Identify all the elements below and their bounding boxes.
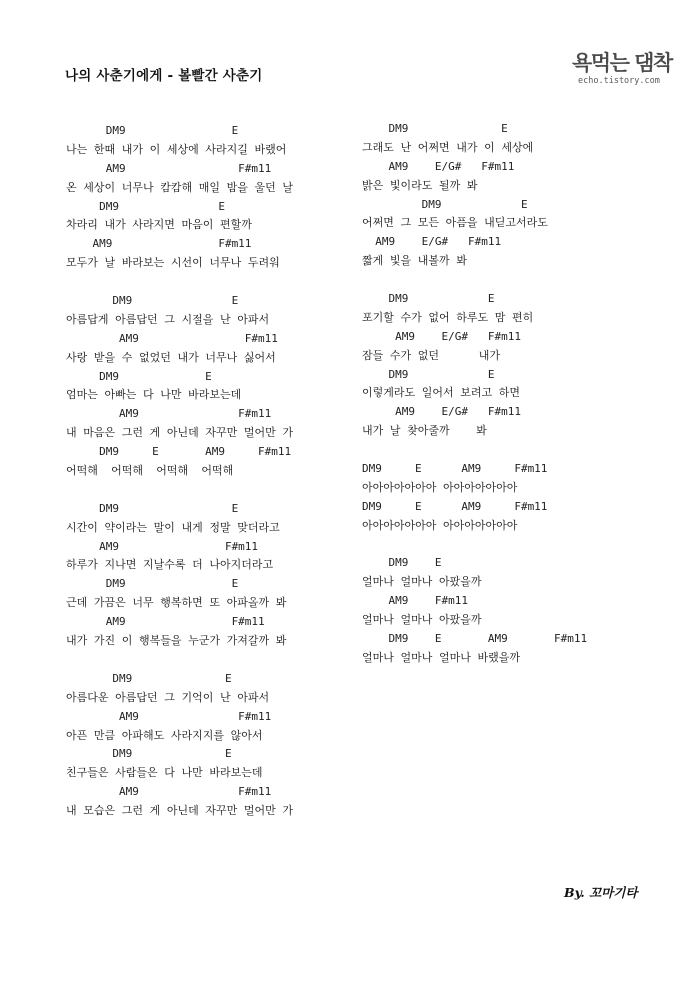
chord-line: DM9 E <box>66 294 239 308</box>
lyric-line: 모두가 날 바라보는 시선이 너무나 두려워 <box>66 256 280 270</box>
chord-line: AM9 F#m11 <box>66 237 252 251</box>
chord-line: DM9 E <box>362 122 508 135</box>
lyric-line: 친구들은 사람들은 다 나만 바라보는데 <box>66 766 263 780</box>
lyric-line: 내 모습은 그런 게 아닌데 자꾸만 멀어만 가 <box>66 804 293 818</box>
chord-line: AM9 F#m11 <box>66 615 265 629</box>
right-lyrics-column <box>362 120 662 668</box>
chord-line: AM9 F#m11 <box>66 161 272 175</box>
lyric-line: 아름다운 아름답던 그 기억이 난 아파서 <box>66 690 270 704</box>
lyric-line: 어떡해 어떡해 어떡해 어떡해 <box>66 464 234 478</box>
lyric-line: 내가 날 찾아줄까 봐 <box>362 424 487 438</box>
chord-line: DM9 E <box>66 747 232 761</box>
blank-line <box>66 273 356 292</box>
chord-line: AM9 E/G# F#m11 <box>362 329 521 343</box>
chord-line: AM9 E/G# F#m11 <box>362 405 521 419</box>
lyric-line: 얼마나 얼마나 얼마나 바랬을까 <box>362 650 521 664</box>
lyric-line: 내 마음은 그런 게 아닌데 자꾸만 멀어만 가 <box>66 426 293 440</box>
lyric-line: 차라리 내가 사라지면 마음이 편할까 <box>66 218 252 232</box>
lyric-line: 시간이 약이라는 말이 내게 정말 맞더라고 <box>66 520 280 534</box>
lyric-line: 짧게 빛을 내볼까 봐 <box>362 254 467 268</box>
chord-line: DM9 E AM9 F#m11 <box>362 462 548 476</box>
chord-line: DM9 E <box>66 124 239 137</box>
watermark-logo <box>572 50 676 98</box>
watermark-url: echo.tistory.com <box>578 76 660 86</box>
author-signature: By. 꼬마기타 <box>564 885 638 900</box>
chord-line: DM9 E <box>66 577 239 591</box>
lyric-line: 얼마나 얼마나 아팠을까 <box>362 613 482 627</box>
lyric-line: 사랑 받을 수 없었던 내가 너무나 싫어서 <box>66 350 276 364</box>
watermark-main-text: 욕먹는 댐착 <box>572 51 672 75</box>
left-lyrics-column <box>66 122 356 821</box>
lyric-line: 이렇게라도 일어서 보려고 하면 <box>362 386 521 400</box>
lyric-line: 아름답게 아름답던 그 시절을 난 아파서 <box>66 312 270 326</box>
lyric-line: 어쩌면 그 모든 아픔을 내딛고서라도 <box>362 216 548 230</box>
blank-line <box>362 441 662 460</box>
chord-line: AM9 E/G# F#m11 <box>362 159 515 173</box>
lyric-line: 잠들 수가 없던 내가 <box>362 348 500 362</box>
lyric-line: 엄마는 아빠는 다 나만 바라보는데 <box>66 388 242 402</box>
blank-line <box>66 651 356 670</box>
blank-line <box>362 271 662 290</box>
blank-line <box>66 481 356 500</box>
chord-line: DM9 E <box>66 369 212 383</box>
lyric-line: 아아아아아아아 아아아아아아아 <box>362 518 518 532</box>
chord-line: AM9 F#m11 <box>66 407 272 421</box>
chord-line: DM9 E <box>66 671 232 685</box>
lyric-line: 얼마나 얼마나 아팠을까 <box>362 575 482 589</box>
chord-line: DM9 E AM9 F#m11 <box>362 499 548 513</box>
chord-line: DM9 E AM9 F#m11 <box>66 445 292 459</box>
chord-line: AM9 F#m11 <box>66 709 272 723</box>
chord-line: AM9 F#m11 <box>362 594 468 608</box>
chord-line: DM9 E AM9 F#m11 <box>362 632 588 646</box>
chord-line: DM9 E <box>362 367 495 381</box>
lyric-line: 포기할 수가 없어 하루도 맘 편히 <box>362 310 534 324</box>
lyric-line: 내가 가진 이 행복들을 누군가 가져갈까 봐 <box>66 634 287 648</box>
lyric-line: 온 세상이 너무나 캄캄해 매일 밤을 울던 날 <box>66 180 293 194</box>
chord-line: DM9 E <box>66 501 239 515</box>
chord-line: AM9 E/G# F#m11 <box>362 235 502 249</box>
chord-line: AM9 F#m11 <box>66 331 278 345</box>
chord-line: DM9 E <box>362 292 495 306</box>
song-title: 나의 사춘기에게 - 볼빨간 사춘기 <box>65 68 263 84</box>
lyric-line: 하루가 지나면 지날수록 더 나아지더라고 <box>66 558 274 572</box>
blank-line <box>362 536 662 555</box>
lyric-line: 그래도 난 어쩌면 내가 이 세상에 <box>362 140 534 154</box>
chord-line: DM9 E <box>362 556 442 570</box>
lyric-line: 나는 한때 내가 이 세상에 사라지길 바랬어 <box>66 142 287 156</box>
chord-line: AM9 F#m11 <box>66 539 259 553</box>
chord-line: AM9 F#m11 <box>66 785 272 799</box>
lyric-line: 아픈 만큼 아파해도 사라지지를 않아서 <box>66 728 263 742</box>
lyric-line: 근데 가끔은 너무 행복하면 또 아파올까 봐 <box>66 596 287 610</box>
chord-line: DM9 E <box>66 199 225 213</box>
lyric-line: 아아아아아아아 아아아아아아아 <box>362 480 518 494</box>
lyric-line: 밝은 빛이라도 될까 봐 <box>362 178 478 192</box>
chord-line: DM9 E <box>362 197 528 211</box>
